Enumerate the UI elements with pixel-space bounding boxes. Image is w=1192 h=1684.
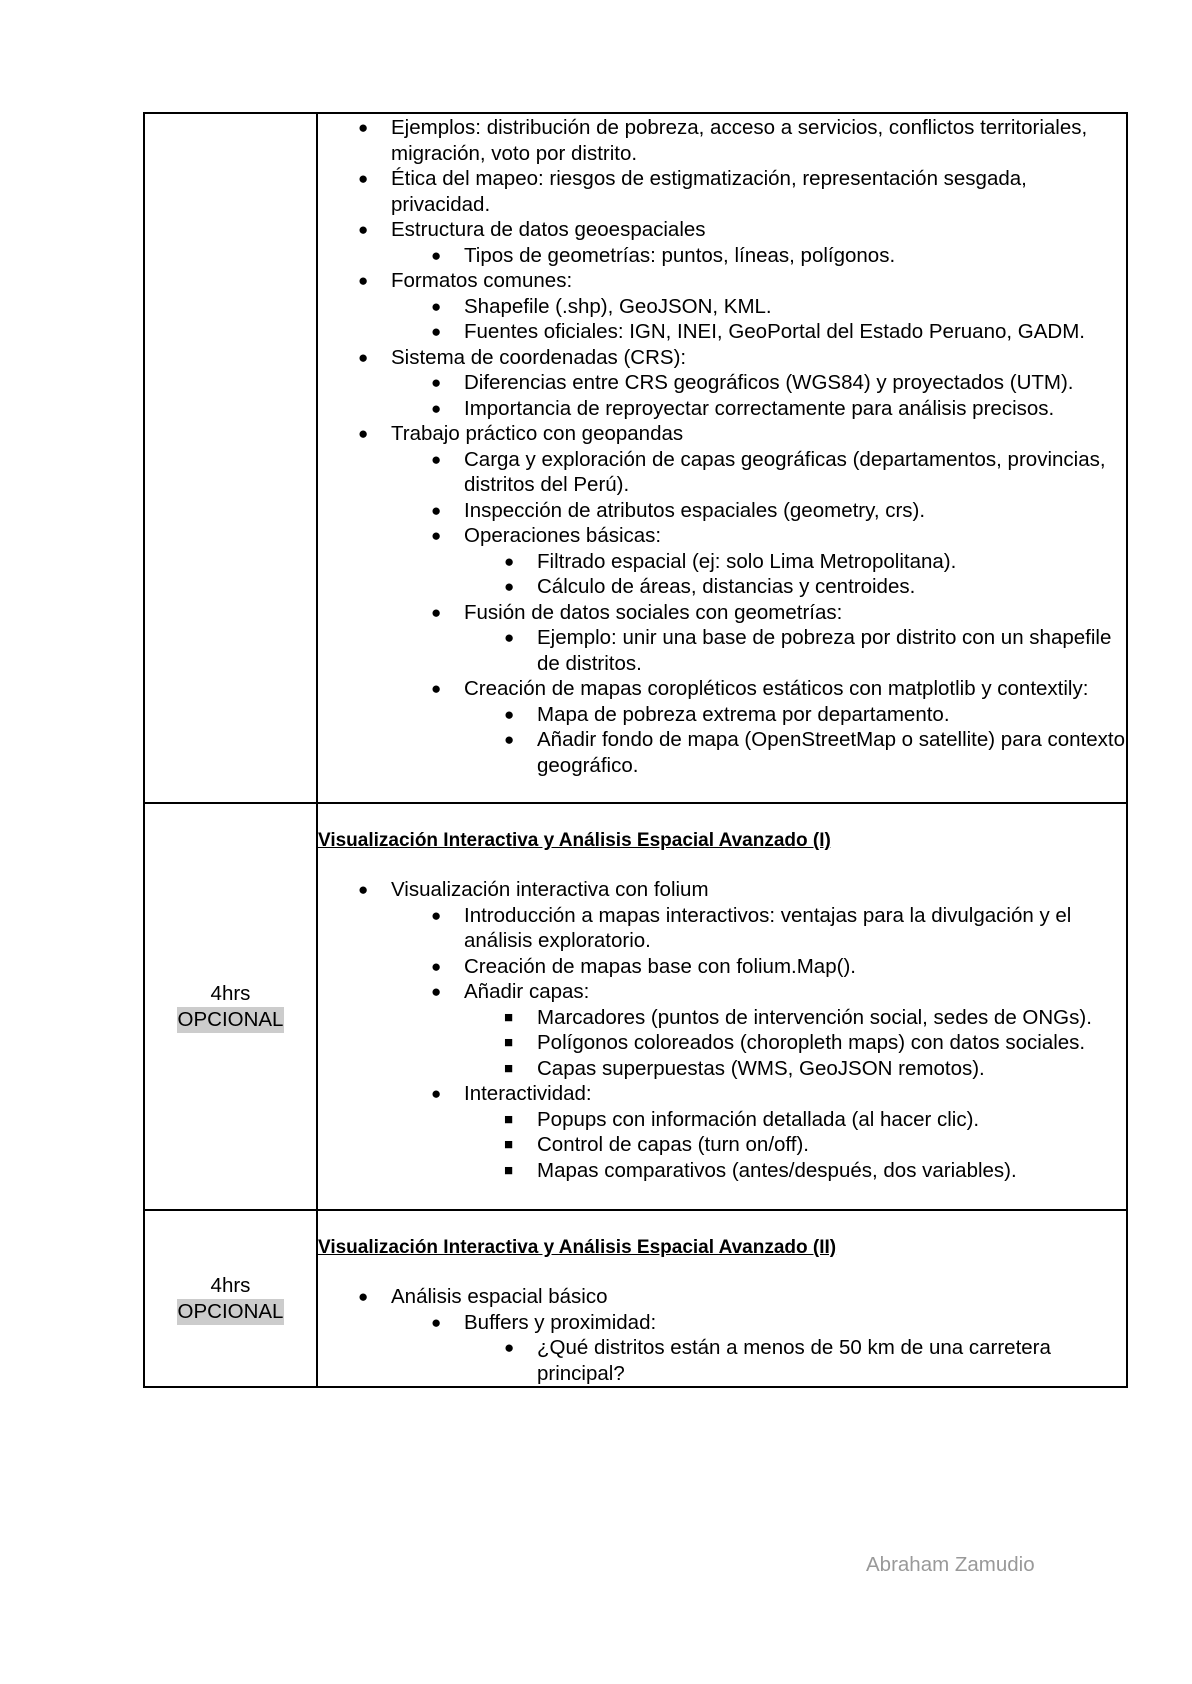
list-item	[464, 1158, 1126, 1184]
bullet-icon: ●	[431, 982, 442, 1001]
bullet-icon: ●	[358, 271, 369, 290]
list-item	[391, 523, 1126, 600]
list-item-text: Introducción a mapas interactivos: ventajas para la divulgación y el análisis exploratorio.	[464, 903, 1072, 952]
list-item-text: ¿Qué distritos están a menos de 50 km de una carretera principal?	[537, 1336, 1051, 1385]
list-item-text: Shapefile (.shp), GeoJSON, KML.	[464, 294, 772, 318]
bullet-icon: ●	[504, 704, 515, 724]
list-item-text: Mapas comparativos (antes/después, dos variables).	[537, 1158, 1017, 1182]
list-item	[318, 345, 1126, 422]
list-level-3	[464, 702, 1126, 779]
content-cell	[317, 1210, 1127, 1387]
list-item	[391, 294, 1126, 320]
content-cell	[317, 113, 1127, 803]
bullet-icon: ●	[431, 245, 442, 265]
square-bullet-icon: ■	[504, 1059, 514, 1077]
list-item	[318, 421, 1126, 778]
list-level-2	[391, 294, 1126, 345]
bullet-icon: ●	[431, 526, 442, 545]
list-item	[464, 549, 1126, 575]
list-item	[318, 166, 1126, 217]
bullet-icon: ●	[358, 169, 369, 188]
list-level-2	[391, 447, 1126, 779]
optional-badge: OPCIONAL	[177, 1007, 284, 1031]
optional-badge: OPCIONAL	[177, 1299, 284, 1323]
bullet-icon: ●	[431, 602, 442, 622]
list-item-text: Formatos comunes:	[391, 269, 573, 292]
list-level-2	[318, 115, 1126, 166]
list-level-2	[391, 903, 1126, 1184]
list-item	[464, 1107, 1126, 1133]
list-item	[391, 396, 1126, 422]
square-bullet-icon: ■	[504, 1110, 514, 1128]
list-item-text: Tipos de geometrías: puntos, líneas, polígonos.	[464, 243, 896, 267]
list-level-2	[391, 1310, 1126, 1387]
bullet-icon: ●	[504, 730, 515, 749]
list-level-3	[464, 1107, 1126, 1184]
bullet-list	[318, 1284, 1126, 1386]
list-item-text: Ejemplos: distribución de pobreza, acceso a servicios, conflictos territoriales, migración, voto por distrito.	[391, 116, 1088, 165]
bullet-icon: ●	[431, 296, 442, 316]
list-item-text: Carga y exploración de capas geográficas (departamentos, provincias, distritos del Perú).	[464, 447, 1106, 496]
list-item	[391, 954, 1126, 980]
list-item-text: Diferencias entre CRS geográficos (WGS84) y proyectados (UTM).	[464, 371, 1074, 394]
list-item	[464, 1005, 1126, 1031]
list-item-text: Fuentes oficiales: IGN, INEI, GeoPortal del Estado Peruano, GADM.	[464, 320, 1085, 343]
list-item	[391, 370, 1126, 396]
list-item-text: Mapa de pobreza extrema por departamento.	[537, 702, 950, 726]
list-item	[464, 702, 1126, 728]
list-item-text: Inspección de atributos espaciales (geometry, crs).	[464, 498, 926, 522]
content-cell	[317, 803, 1127, 1210]
list-level-2	[391, 370, 1126, 421]
list-item	[391, 319, 1126, 345]
table-row	[144, 1210, 1127, 1387]
list-item	[464, 1132, 1126, 1158]
list-level-3	[464, 549, 1126, 600]
list-item	[391, 447, 1126, 498]
list-item-text: Añadir fondo de mapa (OpenStreetMap o satellite) para contexto geográfico.	[537, 728, 1126, 777]
list-item-text: Operaciones básicas:	[464, 524, 662, 547]
bullet-icon: ●	[358, 880, 369, 899]
hours-label: 4hrs	[210, 981, 251, 1005]
list-level-3	[464, 1005, 1126, 1082]
list-item	[318, 1284, 1126, 1386]
list-item	[318, 217, 1126, 268]
list-item	[391, 1081, 1126, 1183]
list-item-text: Trabajo práctico con geopandas	[391, 422, 684, 445]
bullet-icon: ●	[358, 118, 369, 137]
list-item-text: Ética del mapeo: riesgos de estigmatización, representación sesgada, privacidad.	[391, 167, 1027, 216]
list-item	[464, 574, 1126, 600]
list-item	[464, 625, 1126, 676]
hours-cell	[144, 113, 317, 803]
list-item-text: Marcadores (puntos de intervención social, sedes de ONGs).	[537, 1005, 1092, 1029]
bullet-icon: ●	[431, 905, 442, 925]
hours-cell	[144, 803, 317, 1210]
bullet-icon: ●	[431, 1312, 442, 1332]
hours-label: 4hrs	[210, 1273, 251, 1297]
list-item-text: Popups con información detallada (al hacer clic).	[537, 1107, 980, 1131]
list-item-text: Control de capas (turn on/off).	[537, 1133, 809, 1156]
list-level-1	[318, 1284, 1126, 1386]
list-item-text: Polígonos coloreados (choropleth maps) con datos sociales.	[537, 1031, 1086, 1054]
author-footer: Abraham Zamudio	[866, 1553, 1035, 1576]
list-item-text: Sistema de coordenadas (CRS):	[391, 345, 687, 369]
list-item-text: Cálculo de áreas, distancias y centroides.	[537, 575, 916, 598]
list-item-text: Creación de mapas base con folium.Map().	[464, 954, 856, 978]
bullet-icon: ●	[431, 500, 442, 520]
list-item	[464, 727, 1126, 778]
list-item	[391, 676, 1126, 778]
list-item-text: Análisis espacial básico	[391, 1285, 608, 1308]
list-item-text: Capas superpuestas (WMS, GeoJSON remotos).	[537, 1056, 985, 1080]
list-level-2	[391, 243, 1126, 269]
bullet-icon: ●	[504, 551, 515, 571]
list-item	[318, 115, 1126, 166]
list-level-1	[318, 115, 1126, 778]
list-item-text: Importancia de reproyectar correctamente para análisis precisos.	[464, 396, 1055, 420]
list-item-text: Interactividad:	[464, 1082, 592, 1105]
section-title: Visualización Interactiva y Análisis Espacial Avanzado (II)	[318, 1237, 837, 1258]
bullet-icon: ●	[504, 577, 515, 596]
list-item	[318, 268, 1126, 345]
bullet-icon: ●	[431, 956, 442, 976]
syllabus-table	[143, 112, 1128, 1388]
square-bullet-icon: ■	[504, 1161, 514, 1179]
list-item	[391, 903, 1126, 954]
list-item	[391, 243, 1126, 269]
list-level-3	[464, 1335, 1126, 1386]
list-item-text: Creación de mapas coropléticos estáticos con matplotlib y contextily:	[464, 677, 1089, 700]
list-item-text: Fusión de datos sociales con geometrías:	[464, 600, 843, 624]
list-item	[391, 498, 1126, 524]
list-item	[318, 877, 1126, 1183]
table-row	[144, 113, 1127, 803]
list-item	[391, 1310, 1126, 1387]
section-title: Visualización Interactiva y Análisis Espacial Avanzado (I)	[318, 830, 831, 851]
list-item	[464, 1056, 1126, 1082]
bullet-list	[318, 877, 1126, 1183]
bullet-icon: ●	[358, 220, 369, 239]
list-level-3	[464, 625, 1126, 676]
bullet-icon: ●	[504, 1338, 515, 1357]
bullet-icon: ●	[358, 1287, 369, 1306]
list-item	[391, 979, 1126, 1081]
list-item-text: Ejemplo: unir una base de pobreza por distrito con un shapefile de distritos.	[537, 626, 1112, 675]
list-level-1	[318, 877, 1126, 1183]
list-item	[464, 1030, 1126, 1056]
list-item-text: Añadir capas:	[464, 980, 590, 1003]
bullet-icon: ●	[431, 449, 442, 469]
square-bullet-icon: ■	[504, 1136, 514, 1153]
bullet-icon: ●	[431, 322, 442, 341]
table-row	[144, 803, 1127, 1210]
list-item-text: Buffers y proximidad:	[464, 1310, 657, 1334]
list-item-text: Estructura de datos geoespaciales	[391, 218, 706, 241]
list-item	[318, 115, 1126, 166]
square-bullet-icon: ■	[504, 1034, 514, 1051]
bullet-icon: ●	[504, 628, 515, 647]
bullet-list	[318, 115, 1126, 778]
bullet-icon: ●	[358, 347, 369, 367]
bullet-icon: ●	[431, 679, 442, 698]
list-item	[391, 600, 1126, 677]
list-item	[464, 1335, 1126, 1386]
hours-cell	[144, 1210, 317, 1387]
square-bullet-icon: ■	[504, 1008, 514, 1026]
bullet-icon: ●	[431, 398, 442, 418]
bullet-icon: ●	[431, 1084, 442, 1103]
bullet-icon: ●	[358, 424, 369, 443]
list-item-text: Visualización interactiva con folium	[391, 878, 709, 901]
bullet-icon: ●	[431, 373, 442, 392]
list-item-text: Filtrado espacial (ej: solo Lima Metropolitana).	[537, 549, 957, 573]
